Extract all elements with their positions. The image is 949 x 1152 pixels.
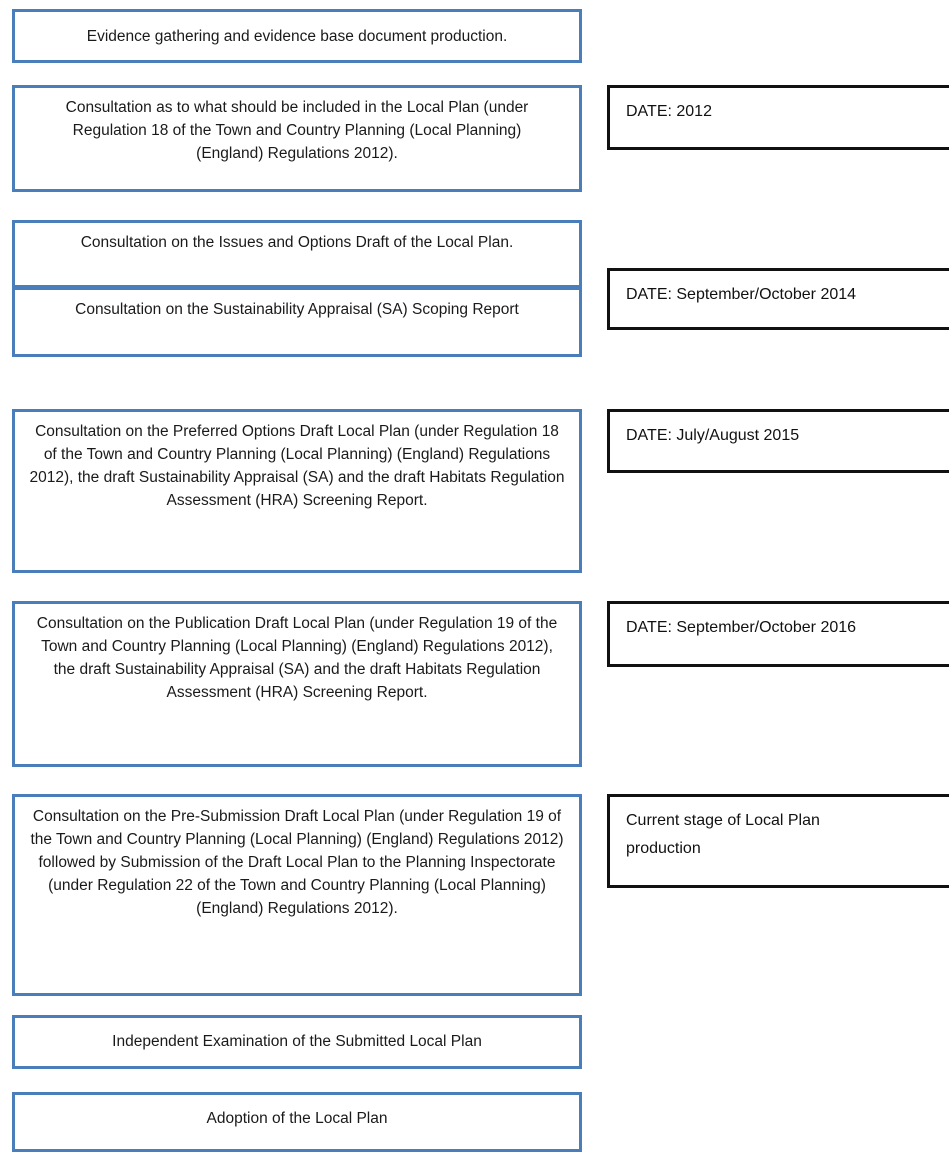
stage-preferred-options: [12, 409, 582, 573]
stage-reg18-consultation: [12, 85, 582, 192]
date-box-2012: [607, 85, 949, 150]
current-stage-text: Current stage of Local Plan production: [626, 812, 820, 857]
date-2015-text: DATE: July/August 2015: [626, 427, 800, 444]
stage-preferred-options-text: Consultation on the Preferred Options Draft Local Plan (under Regulation 18 of the Town and Country Planning (Local Planning) (England) Regulations 2012), the draft Sustainability Appraisal (SA) and the draft Habitats Regulation Assessment (HRA) Screening Report.: [29, 423, 565, 509]
stage-reg18-consultation-text: Consultation as to what should be included in the Local Plan (under Regulation 18 of the Town and Country Planning (Local Planning) (England) Regulations 2012).: [65, 99, 529, 162]
date-2014-text: DATE: September/October 2014: [626, 286, 857, 303]
stage-sa-scoping-text: Consultation on the Sustainability Appraisal (SA) Scoping Report: [75, 301, 519, 318]
date-box-2014: [607, 268, 949, 330]
stage-issues-options-text: Consultation on the Issues and Options Draft of the Local Plan.: [80, 234, 514, 251]
stage-publication-draft: [12, 601, 582, 767]
stage-issues-options: [12, 220, 582, 288]
stage-examination: [12, 1015, 582, 1069]
stage-publication-draft-text: Consultation on the Publication Draft Local Plan (under Regulation 19 of the Town and Country Planning (Local Planning) (England) Regulations 2012), the draft Sustainability Appraisal (SA) and the draft Habitats Regulation Assessment (HRA) Screening Report.: [36, 615, 558, 701]
date-box-2016: [607, 601, 949, 667]
date-box-2015: [607, 409, 949, 473]
date-2012-text: DATE: 2012: [626, 103, 712, 120]
stage-pre-submission: [12, 794, 582, 996]
date-2016-text: DATE: September/October 2016: [626, 619, 857, 636]
stage-pre-submission-text: Consultation on the Pre-Submission Draft Local Plan (under Regulation 19 of the Town and Country Planning (Local Planning) (England) Regulations 2012) followed by Submission of the Draft Local Plan to the Planning Inspectorate (under Regulation 22 of the Town and Country Planning (Local Planning) (England) Regulations 2012).: [30, 808, 564, 917]
stage-evidence-gathering: [12, 9, 582, 63]
stage-adoption-text: Adoption of the Local Plan: [206, 1110, 388, 1127]
stage-evidence-gathering-text: Evidence gathering and evidence base document production.: [86, 28, 508, 45]
current-stage-box: [607, 794, 949, 888]
stage-adoption: [12, 1092, 582, 1152]
stage-examination-text: Independent Examination of the Submitted Local Plan: [112, 1033, 482, 1050]
stage-sa-scoping: [12, 287, 582, 357]
